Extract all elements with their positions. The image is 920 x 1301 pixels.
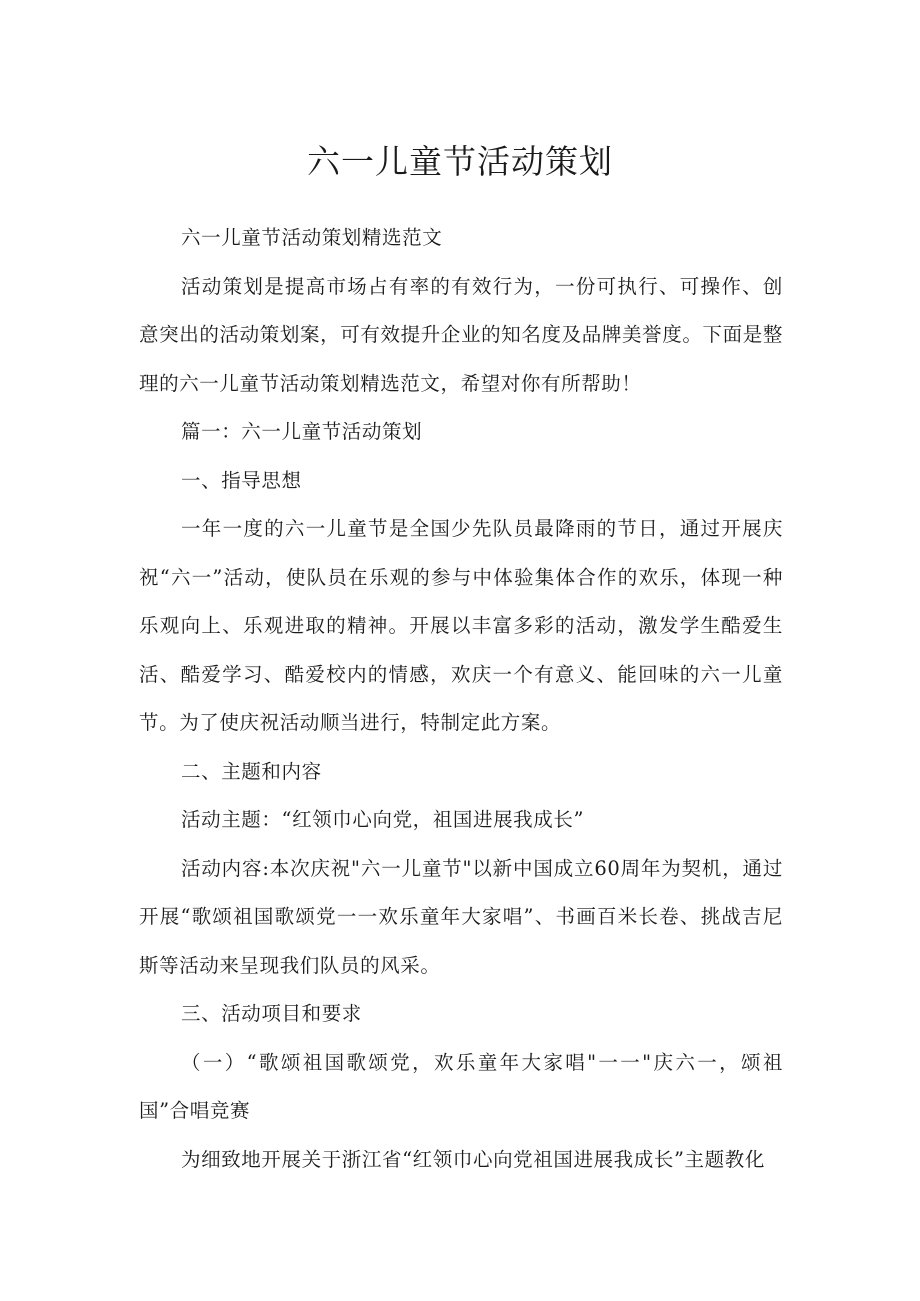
paragraph-part-one-heading: 篇一：六一儿童节活动策划 xyxy=(181,420,423,443)
paragraph-chorus-competition: （一）“歌颂祖国歌颂党，欢乐童年大家唱"一一"庆六一，颂祖国”合唱竞赛 xyxy=(139,1050,783,1122)
section-heading-theme-content: 二、主题和内容 xyxy=(181,759,322,783)
paragraph-activity-content: 活动内容:本次庆祝"六一儿童节"以新中国成立60周年为契机，通过开展“歌颂祖国歌颂党一一欢乐童年大家唱”、书画百米长卷、挑战吉尼斯等活动来呈现我们队员的风采。 xyxy=(139,856,783,977)
document-title: 六一儿童节活动策划 xyxy=(307,142,613,181)
paragraph-activity-theme: 活动主题：“红领巾心向党，祖国进展我成长” xyxy=(181,808,585,831)
section-heading-projects: 三、活动项目和要求 xyxy=(181,1002,362,1025)
paragraph-intro: 活动策划是提高市场占有率的有效行为，一份可执行、可操作、创意突出的活动策划案，可有效提升企业的知名度及品牌美誉度。下面是整理的六一儿童节活动策划精选范文，希望对你有所帮助！ xyxy=(139,274,783,395)
document-body xyxy=(139,214,783,1184)
paragraph-guiding-ideology: 一年一度的六一儿童节是全国少先队员最降雨的节日，通过开展庆祝“六一”活动，使队员在乐观的参与中体验集体合作的欢乐，体现一种乐观向上、乐观进取的精神。开展以丰富多彩的活动，激发学生酷爱生活、酷爱学习、酷爱校内的情感，欢庆一个有意义、能回味的六一儿童节。为了使庆祝活动顺当进行，特制定此方案。 xyxy=(139,517,783,734)
paragraph-education-theme: 为细致地开展关于浙江省“红领巾心向党祖国进展我成长”主题教化 xyxy=(181,1147,765,1171)
section-heading-guiding-ideology: 一、指导思想 xyxy=(181,468,302,492)
paragraph-subtitle: 六一儿童节活动策划精选范文 xyxy=(181,226,443,249)
